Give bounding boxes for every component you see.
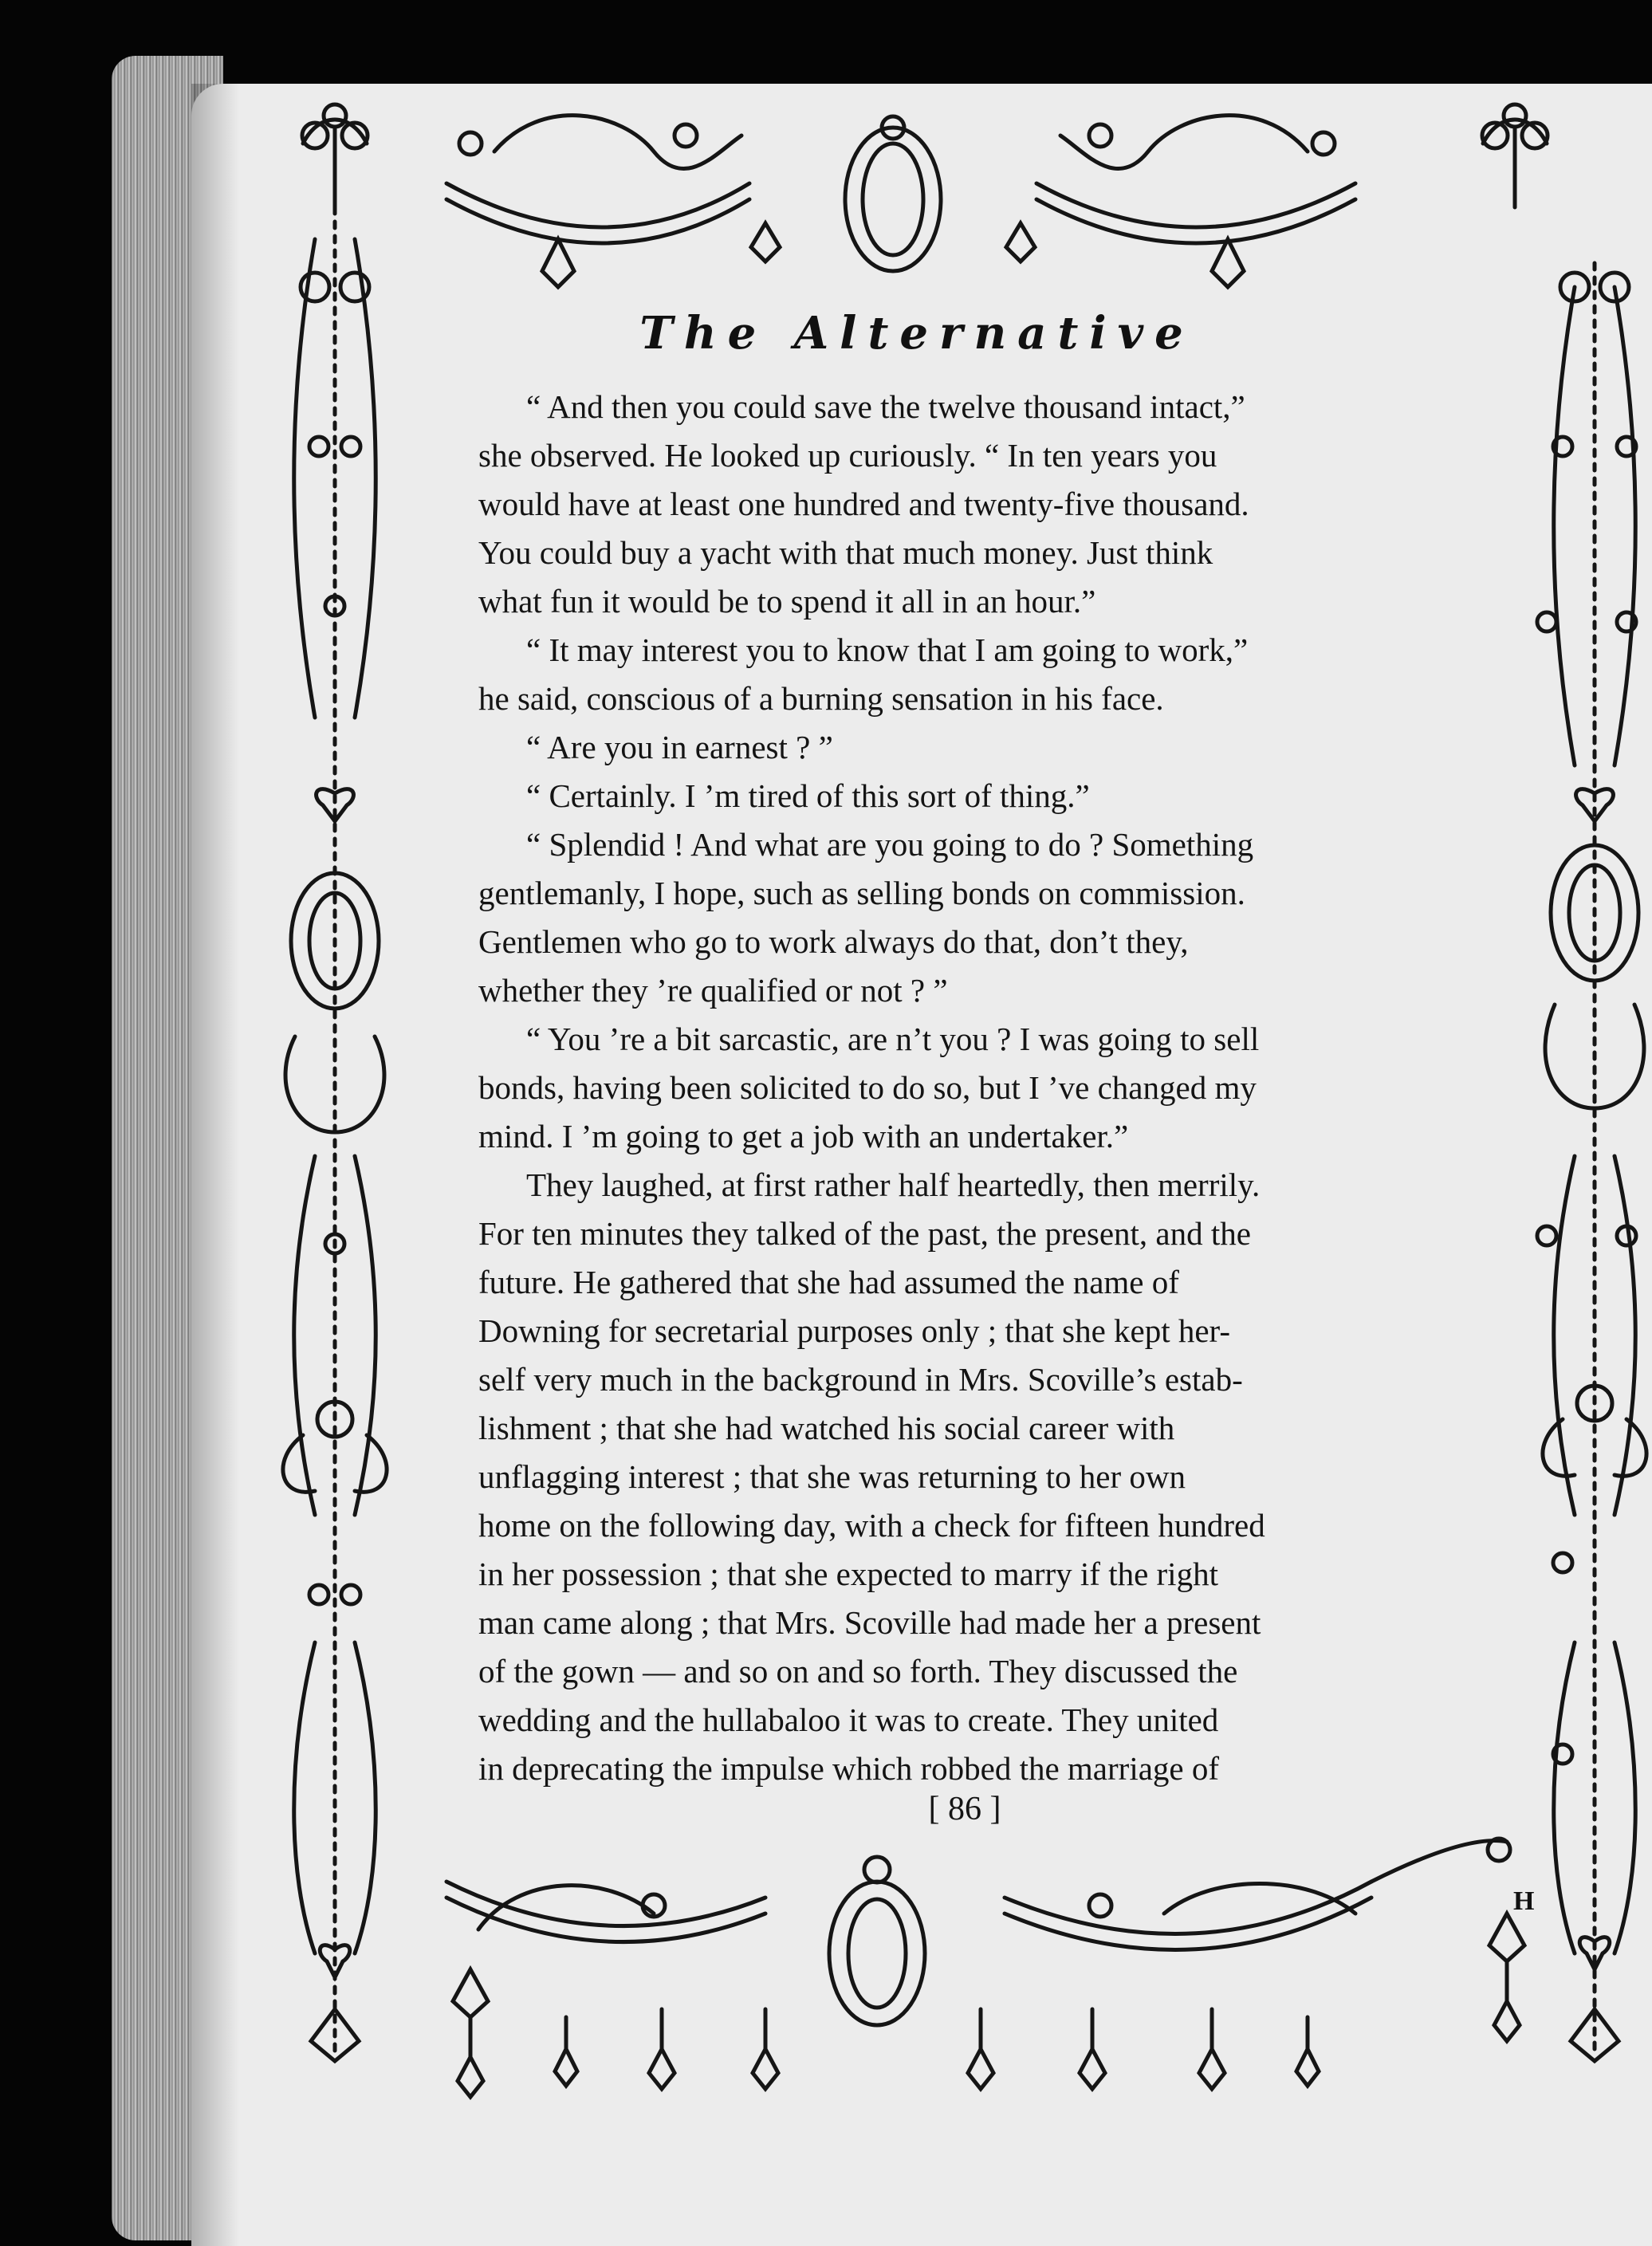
top-garland-ornament (446, 116, 1355, 287)
text-line: You could buy a yacht with that much money. Just think (478, 534, 1213, 571)
text-line: “ It may interest you to know that I am going to work,” (526, 631, 1249, 668)
text-line: “ You ’re a bit sarcastic, are n’t you ? I was going to sell (526, 1021, 1260, 1057)
top-right-bouquet-ornament (1482, 104, 1548, 207)
text-line: bonds, having been solicited to do so, but I ’ve changed my (478, 1069, 1257, 1106)
text-line: They laughed, at first rather half heartedly, then merrily. (526, 1166, 1261, 1203)
text-line: unflagging interest ; that she was returning to her own (478, 1458, 1186, 1495)
running-title: The Alternative (639, 307, 1194, 360)
text-line: Gentlemen who go to work always do that, don’t they, (478, 923, 1189, 960)
text-line: For ten minutes they talked of the past, the present, and the (478, 1215, 1251, 1252)
page-number: [ 86 ] (928, 1791, 1001, 1827)
text-line: “ And then you could save the twelve thousand intact,” (526, 388, 1245, 425)
text-line: home on the following day, with a check for fifteen hundred (478, 1507, 1265, 1544)
text-line: of the gown — and so on and so forth. They discussed the (478, 1653, 1238, 1689)
text-line: whether they ’re qualified or not ? ” (478, 972, 948, 1009)
text-line: man came along ; that Mrs. Scoville had made her a present (478, 1604, 1261, 1641)
text-line: “ Are you in earnest ? ” (526, 729, 833, 765)
text-line: she observed. He looked up curiously. “ In ten years you (478, 437, 1217, 474)
illustrator-monogram: H (1513, 1886, 1535, 1916)
text-line: mind. I ’m going to get a job with an undertaker.” (478, 1118, 1129, 1154)
text-line: “ Splendid ! And what are you going to do ? Something (526, 826, 1254, 863)
text-line: future. He gathered that she had assumed the name of (478, 1264, 1179, 1300)
text-line: what fun it would be to spend it all in an hour.” (478, 583, 1096, 620)
text-line: gentlemanly, I hope, such as selling bonds on commission. (478, 875, 1245, 911)
top-left-bouquet-ornament (302, 104, 368, 207)
text-line: “ Certainly. I ’m tired of this sort of thing.” (526, 777, 1090, 814)
text-line: Downing for secretarial purposes only ; that she kept her- (478, 1312, 1231, 1349)
text-line: wedding and the hullabaloo it was to create. They united (478, 1701, 1219, 1738)
bottom-garland-ornament (446, 1839, 1524, 2097)
text-line: self very much in the background in Mrs. Scoville’s estab- (478, 1361, 1243, 1398)
text-line: would have at least one hundred and twenty-five thousand. (478, 486, 1249, 522)
text-line: in deprecating the impulse which robbed the marriage of (478, 1750, 1220, 1787)
right-column-ornament (1537, 263, 1646, 2061)
body-text (478, 383, 1483, 1793)
text-line: he said, conscious of a burning sensation in his face. (478, 680, 1164, 717)
text-line: lishment ; that she had watched his social career with (478, 1410, 1175, 1446)
left-column-ornament (283, 207, 387, 2061)
text-line: in her possession ; that she expected to marry if the right (478, 1556, 1218, 1592)
